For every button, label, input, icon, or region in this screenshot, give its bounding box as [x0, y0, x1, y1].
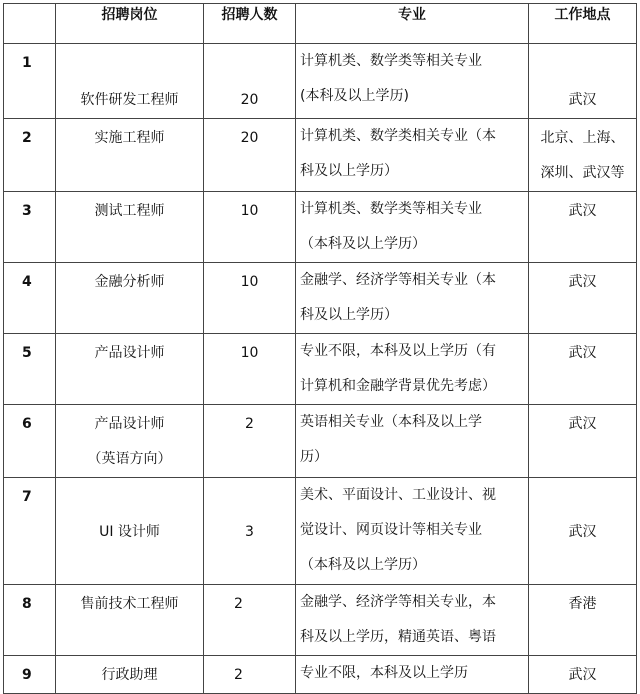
row-number: 8 [4, 585, 56, 656]
major-cell: 计算机类、数学类等相关专业 (本科及以上学历) [296, 44, 529, 119]
row-number: 2 [4, 119, 56, 192]
table-row [4, 656, 637, 694]
location-cell: 武汉 [529, 192, 637, 263]
table-row [4, 478, 637, 585]
position-cell: 产品设计师 [56, 334, 204, 405]
header-major: 专业 [296, 4, 529, 44]
major-cell: 专业不限，本科及以上学历 [296, 656, 529, 694]
count-cell: 10 [204, 263, 296, 334]
major-cell: 英语相关专业（本科及以上学 历） [296, 405, 529, 478]
major-cell: 美术、平面设计、工业设计、视 觉设计、网页设计等相关专业 （本科及以上学历） [296, 478, 529, 585]
location-cell: 武汉 [529, 478, 637, 585]
position-cell: 测试工程师 [56, 192, 204, 263]
table-row [4, 263, 637, 334]
location-cell: 香港 [529, 585, 637, 656]
row-number: 1 [4, 44, 56, 119]
header-index [4, 4, 56, 44]
row-number: 6 [4, 405, 56, 478]
table-row [4, 192, 637, 263]
count-cell: 10 [204, 192, 296, 263]
row-number: 3 [4, 192, 56, 263]
position-cell: 行政助理 [56, 656, 204, 694]
header-location: 工作地点 [529, 4, 637, 44]
position-cell: 售前技术工程师 [56, 585, 204, 656]
table-header-row [4, 4, 637, 44]
position-cell: 产品设计师 （英语方向） [56, 405, 204, 478]
position-cell: 金融分析师 [56, 263, 204, 334]
location-cell: 武汉 [529, 334, 637, 405]
table-row [4, 334, 637, 405]
location-cell: 武汉 [529, 263, 637, 334]
count-cell: 20 [204, 44, 296, 119]
table-row [4, 44, 637, 119]
count-cell: 2 [204, 585, 296, 656]
count-cell: 2 [204, 656, 296, 694]
count-cell: 10 [204, 334, 296, 405]
location-cell: 北京、上海、 深圳、武汉等 [529, 119, 637, 192]
major-cell: 计算机类、数学类等相关专业 （本科及以上学历） [296, 192, 529, 263]
row-number: 9 [4, 656, 56, 694]
major-cell: 金融学、经济学等相关专业，本 科及以上学历，精通英语、粤语 [296, 585, 529, 656]
row-number: 7 [4, 478, 56, 585]
count-cell: 3 [204, 478, 296, 585]
header-position: 招聘岗位 [56, 4, 204, 44]
position-cell: UI 设计师 [56, 478, 204, 585]
major-cell: 计算机类、数学类相关专业（本 科及以上学历） [296, 119, 529, 192]
location-cell: 武汉 [529, 405, 637, 478]
recruitment-table [3, 3, 637, 694]
table-row [4, 585, 637, 656]
table-row [4, 119, 637, 192]
location-cell: 武汉 [529, 44, 637, 119]
position-cell [56, 44, 204, 119]
major-cell: 专业不限，本科及以上学历（有 计算机和金融学背景优先考虑） [296, 334, 529, 405]
position-cell: 实施工程师 [56, 119, 204, 192]
row-number: 4 [4, 263, 56, 334]
row-number: 5 [4, 334, 56, 405]
header-count: 招聘人数 [204, 4, 296, 44]
table-row [4, 405, 637, 478]
position-name: 软件研发工程师 [80, 92, 179, 108]
count-cell: 20 [204, 119, 296, 192]
location-cell: 武汉 [529, 656, 637, 694]
major-cell: 金融学、经济学等相关专业（本 科及以上学历） [296, 263, 529, 334]
count-cell: 2 [204, 405, 296, 478]
